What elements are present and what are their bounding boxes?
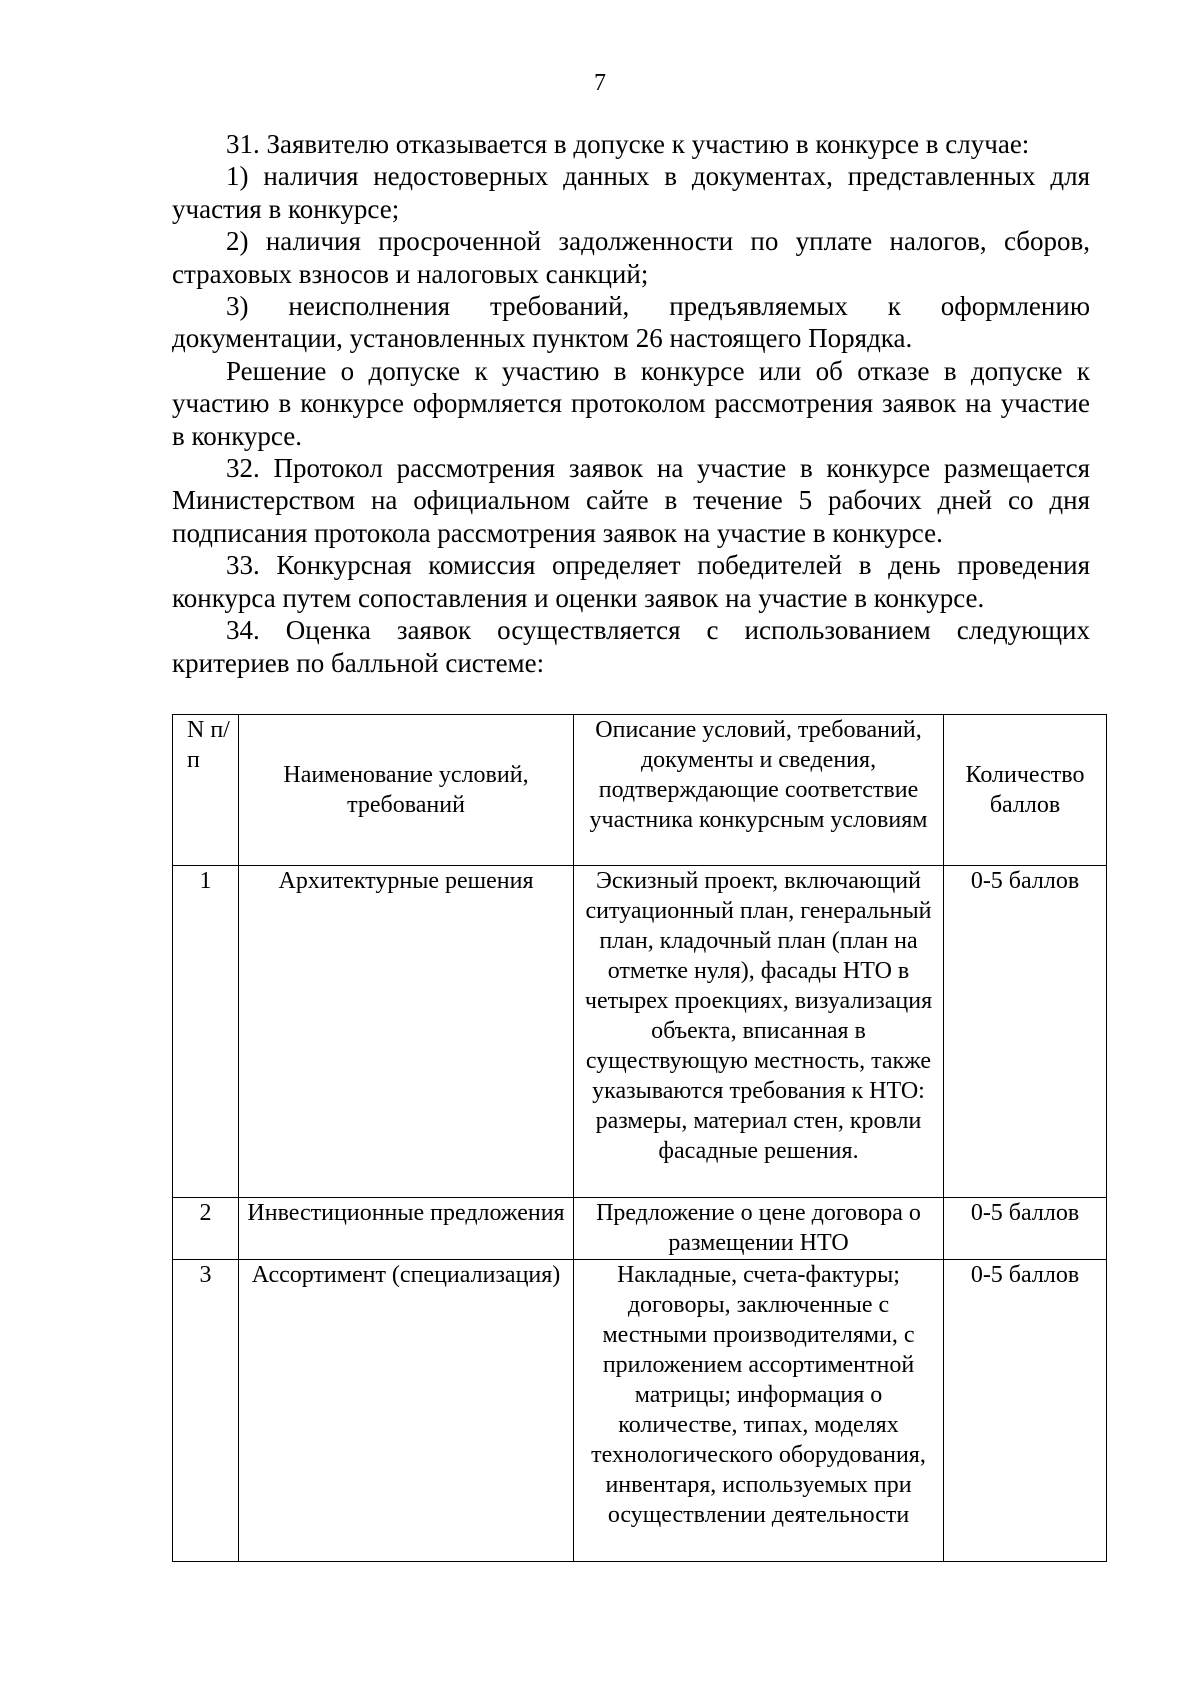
cell-number: 1 <box>173 866 239 1198</box>
paragraph-34: 34. Оценка заявок осуществляется с использованием следующих критериев по балльной системе: <box>172 615 1090 678</box>
paragraph-31: 31. Заявителю отказывается в допуске к участию в конкурсе в случае: <box>226 129 1030 159</box>
paragraph-31-item-2: 2) наличия просроченной задолженности по уплате налогов, сборов, страховых взносов и налоговых санкций; <box>172 226 1090 289</box>
cell-points: 0-5 баллов <box>944 1198 1107 1260</box>
criteria-table <box>172 714 1107 1562</box>
header-number: N п/п <box>173 715 239 866</box>
table-header-row <box>173 715 1107 866</box>
cell-points: 0-5 баллов <box>944 866 1107 1198</box>
cell-condition-name: Ассортимент (специализация) <box>239 1260 574 1562</box>
cell-points: 0-5 баллов <box>944 1260 1107 1562</box>
page-number: 7 <box>594 70 606 96</box>
cell-description: Накладные, счета-фактуры; договоры, заключенные с местными производителями, с приложением ассортиментной матрицы; информация о количестве, типах, моделях технологического оборудования, инвентаря, используемых при осуществлении деятельности <box>574 1260 944 1562</box>
cell-number: 3 <box>173 1260 239 1562</box>
paragraph-33: 33. Конкурсная комиссия определяет победителей в день проведения конкурса путем сопоставления и оценки заявок на участие в конкурсе. <box>172 550 1090 613</box>
paragraph-31-item-1: 1) наличия недостоверных данных в документах, представленных для участия в конкурсе; <box>172 161 1090 224</box>
paragraph-32: 32. Протокол рассмотрения заявок на участие в конкурсе размещается Министерством на официальном сайте в течение 5 рабочих дней со дня подписания протокола рассмотрения заявок на участие в конкурсе. <box>172 453 1090 548</box>
cell-condition-name: Инвестиционные предложения <box>239 1198 574 1260</box>
document-body <box>172 128 1090 679</box>
table-row <box>173 866 1107 1198</box>
paragraph-31-item-3: 3) неисполнения требований, предъявляемых к оформлению документации, установленных пунктом 26 настоящего Порядка. <box>172 291 1090 354</box>
cell-description: Эскизный проект, включающий ситуационный план, генеральный план, кладочный план (план на отметке нуля), фасады НТО в четырех проекциях, визуализация объекта, вписанная в существующую местность, также указываются требования к НТО: размеры, материал стен, кровли фасадные решения. <box>574 866 944 1198</box>
cell-condition-name: Архитектурные решения <box>239 866 574 1198</box>
paragraph-31-decision: Решение о допуске к участию в конкурсе или об отказе в допуске к участию в конкурсе оформляется протоколом рассмотрения заявок на участие в конкурсе. <box>172 355 1090 451</box>
header-points: Количество баллов <box>944 715 1107 866</box>
header-description: Описание условий, требований, документы и сведения, подтверждающие соответствие участника конкурсным условиям <box>574 715 944 866</box>
table-row <box>173 1198 1107 1260</box>
cell-number: 2 <box>173 1198 239 1260</box>
cell-description: Предложение о цене договора о размещении НТО <box>574 1198 944 1260</box>
header-condition-name: Наименование условий, требований <box>239 715 574 866</box>
table-row <box>173 1260 1107 1562</box>
